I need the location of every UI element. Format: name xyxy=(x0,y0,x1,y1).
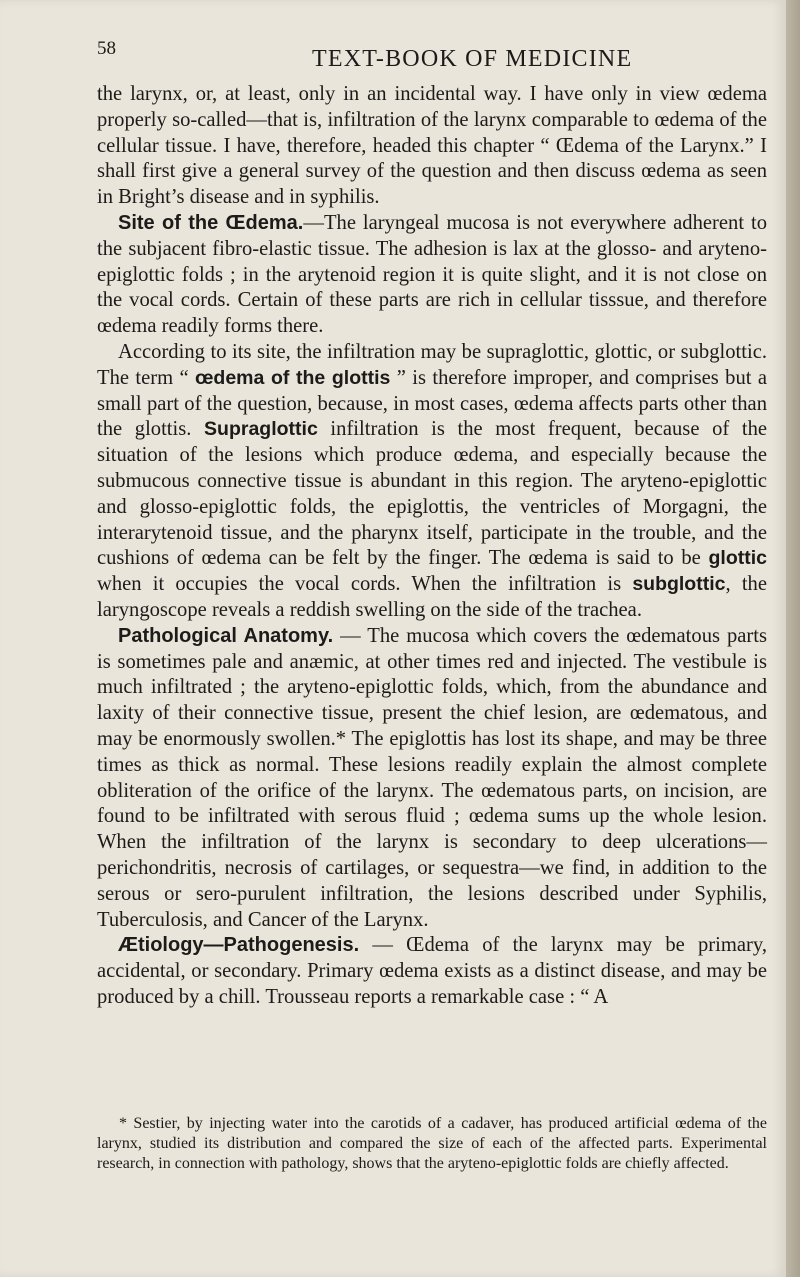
section-heading-site: Site of the Œdema. xyxy=(118,211,304,234)
paragraph-text: — Œdema of the larynx may be primary, accidental, or secondary. Primary œdema exists as a distinct disease, and may be produced by a chill. Trousseau reports a remarkable case : “ A xyxy=(97,934,767,1008)
page-number: 58 xyxy=(97,38,116,59)
paragraph-aetiology xyxy=(97,933,767,1010)
paragraph-text: —The laryngeal mucosa is not everywhere adherent to the subjacent fibro-elastic tissue. The adhesion is lax at the glosso- and aryteno-epiglottic folds ; in the arytenoid region it is quite slight, and it is not close on the vocal cords. Certain of these parts are rich in cellular tisssue, and therefore œdema readily forms there. xyxy=(97,211,767,338)
term-supraglottic: Supraglottic xyxy=(204,418,318,441)
paragraph-text: infiltration is the most frequent, because of the situation of the lesions which produce œdema, and especially because the submucous connective tissue is abundant in this region. The aryteno-epiglottic and glosso-epiglottic folds, the epiglottis, the ventricles of Morgagni, the interarytenoid tissue, and the pharynx itself, participate in the trouble, and the cushions of œdema can be felt by the finger. The œdema is said to be xyxy=(97,418,768,570)
section-heading-aetiology: Ætiology—Pathogenesis. xyxy=(118,934,360,957)
paragraph-text: when it occupies the vocal cords. When the infiltration is xyxy=(97,573,633,596)
running-head: TEXT-BOOK OF MEDICINE xyxy=(312,46,633,72)
paragraph-infiltration-site xyxy=(97,340,767,624)
paragraph-text: According to its site, the infiltration may be supraglottic, glottic, or subglottic. The term “ xyxy=(97,340,767,389)
page-header xyxy=(0,36,786,76)
paragraph-site-of-oedema xyxy=(97,211,767,340)
term-glottic: glottic xyxy=(708,547,767,570)
term-oedema-of-glottis: œdema of the glottis xyxy=(195,366,391,389)
paragraph-text: — The mucosa which covers the œdematous parts is sometimes pale and anæmic, at other times red and injected. The vestibule is much infiltrated ; the aryteno-epiglottic folds, which, from the abundance and laxity of their connective tissue, present the chief lesion, are œdematous, and may be enormously swollen.* The epiglottis has lost its shape, and may be three times as thick as normal. These lesions readily explain the almost complete obliteration of the orifice of the larynx. The œdematous parts, on incision, are found to be infiltrated with serous fluid ; œdema sums up the whole lesion. When the infiltration of the larynx is secondary to deep ulcerations—perichondritis, necrosis of cartilages, or sequestra—we find, in addition to the serous or sero-purulent infiltration, the lesions described under Syphilis, Tuberculosis, and Cancer of the Larynx. xyxy=(97,624,767,931)
footnote: * Sestier, by injecting water into the carotids of a cadaver, has produced artificial œdema of the larynx, studied its distribution and compared the size of each of the affected parts. Experimental research, in connection with pathology, shows that the aryteno-epiglottic folds are chiefly affected. xyxy=(97,1115,767,1172)
term-subglottic: subglottic xyxy=(632,573,726,596)
page-edge xyxy=(786,0,800,1277)
body-text xyxy=(97,82,767,1011)
paragraph-intro-continued: the larynx, or, at least, only in an incidental way. I have only in view œdema properly so-called—that is, infiltration of the larynx comparable to œdema of the cellular tissue. I have, therefore, headed this chapter “ Œdema of the Larynx.” I shall first give a general survey of the question and then discuss œdema as seen in Bright’s disease and in syphilis. xyxy=(97,83,767,209)
paragraph-text: ” is therefore improper, and comprises but a small part of the question, because, in most cases, œdema affects parts other than the glottis. xyxy=(97,366,767,441)
paragraph-text: , the laryngoscope reveals a reddish swelling on the side of the trachea. xyxy=(97,573,767,621)
paragraph-pathological-anatomy xyxy=(97,624,767,934)
section-heading-pathological-anatomy: Pathological Anatomy. xyxy=(118,624,334,647)
